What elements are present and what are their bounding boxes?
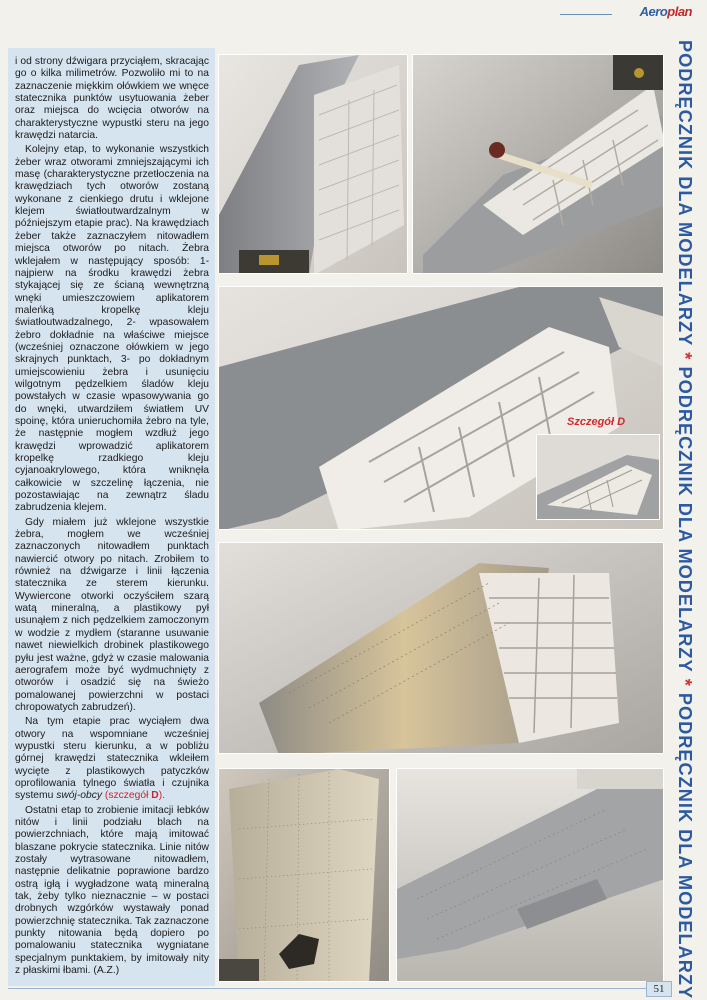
photo-fin-ribs-top-left-image [219, 55, 408, 274]
photo-fin-with-matchstick-image [413, 55, 664, 274]
sidebar-title-repeat: PODRĘCZNIK DLA MODELARZY * PODRĘCZNIK DLA MODELARZY * PODRĘCZNIK DLA MODELARZY [675, 40, 695, 1000]
paragraph-4-text: Na tym etapie prac wyciąłem dwa otwory na wspomniane wcześniej wypustki steru kierunku, a w pobliżu górnej krawędzi statecznika wkleiłem wycięte z plastikowych patyczków oprofilowania tylnego światła i czujnika systemu [15, 716, 209, 802]
page-number: 51 [646, 981, 672, 997]
article-body [8, 48, 215, 977]
detail-d-caption: Szczegół D [567, 416, 626, 428]
section-sidebar [668, 40, 704, 1000]
paragraph-1: i od strony dźwigara przyciąłem, skracając go o kilka milimetrów. Pozwoliło mi to na zaznaczenie miękkim ołówkiem we wnęce statecznika punktów usytuowania żeber oraz miejsca do wcięcia otworów na charakterystyczne wypustki steru na jego krawędzi natarcia. [15, 56, 209, 142]
paragraph-4-italic: swój-obcy [56, 790, 102, 802]
paragraph-4 [15, 716, 209, 802]
photo-fin-ribs-top-left [218, 54, 408, 274]
photo-fin-horizontal-grey-image [397, 769, 664, 982]
photo-detail-d-image [537, 435, 660, 520]
paragraph-2: Kolejny etap, to wykonanie wszystkich żeber wraz otworami zmniejszającymi ich masę (charakterystyczne przetłoczenia na krawędziach tych otworów zostaną wykonane z cienkiego drutu i wklejone klejem światłoutwardzalnym w późniejszym etapie prac). Na krawędziach żeber także zaznaczyłem nitowadłem miejsca otworów po nitach. Żebra wklejałem w następujący sposób: 1- najpierw na środku krawędzi żebra stykającej się ze ścianą wewnętrzną wnęki umieszczowiem aplikatorem maleńką kropelkę kleju światłoutwadzalnego, 2- wpasowałem żebro dokładnie na właściwe miejsce (wcześniej oznaczone ołówkiem w jego skrajnych punktach, 3- po dokładnym umiejscowieniu żebra i usunięciu wilgotnym pędzelkiem śladów kleju powstałych w czasie wpasowywania go do wnęki, utwardziłem światłem UV spoinę, która unieruchomiła żebro na tyle, że następnie mogłem wzdłuż jego krawędzi wprowadzić aplikatorem kropelkę rzadkiego kleju cyjanoakrylowego, która wniknęła całkowicie w szczelinę łączenia, nie pozostawiając na zewnątrz śladu zabrudzenia klejem. [15, 144, 209, 514]
photo-fin-vertical-light [218, 768, 390, 982]
logo-rule [560, 14, 612, 15]
paragraph-5: Ostatni etap to zrobienie imitacji łebków nitów i linii podziału blach na powierzchniach, które mają imitować blaszane pokrycie statecznika. Linie nitów zostały wytrasowane nitowadłem, następnie delikatnie poprawione bardzo ostrą igłą i wygładzone watą mineralną tak, żeby tylko nieznacznie – w postaci drobnych wzgórków wystawały ponad powierzchnię statecznika. Tak zaznaczone punkty nitowania będą dopiero po pomalowaniu statecznika wygniatane specjalnym punktakiem, by imitowały nity z płaskimi łbami. (A.Z.) [15, 804, 209, 977]
magazine-logo [560, 4, 700, 22]
logo-text-aero: Aero [639, 4, 668, 19]
photo-detail-d-inset [536, 434, 660, 520]
photo-fin-riveted-gold-image [219, 543, 664, 754]
logo-text [640, 4, 692, 19]
sidebar-separator-1: * [675, 352, 695, 361]
article-column [8, 48, 215, 986]
photo-fin-horizontal-grey [396, 768, 664, 982]
logo-text-plan: plan [667, 4, 692, 19]
paragraph-3: Gdy miałem już wklejone wszystkie żebra, mogłem we wcześniej zaznaczonych nitowadłem punktach nawiercić otwory po nitach. Zrobiłem to również na dźwigarze i linii łączenia statecznika ze sterem kierunku. Wywiercone otworki oczyściłem szarą watą mineralną, a plastikowy pył usunąłem z nich pędzelkiem zamoczonym w wodzie z mydłem (staranne usuwanie nawet niewielkich drobinek plastikowego pyłu jest ważne, gdyż w czasie malowania aerografem może być wydmuchnięty z otworów i osadzić się na świeżo pomalowanej powierzchni w postaci chropowatych zabrudzeń). [15, 516, 209, 713]
photo-fin-with-matchstick [412, 54, 664, 274]
photo-fin-riveted-gold [218, 542, 664, 754]
photo-fin-vertical-light-image [219, 769, 390, 982]
detail-reference: (szczegół D). [104, 790, 165, 802]
sidebar-separator-2: * [675, 678, 695, 687]
footer-rule [8, 988, 646, 989]
